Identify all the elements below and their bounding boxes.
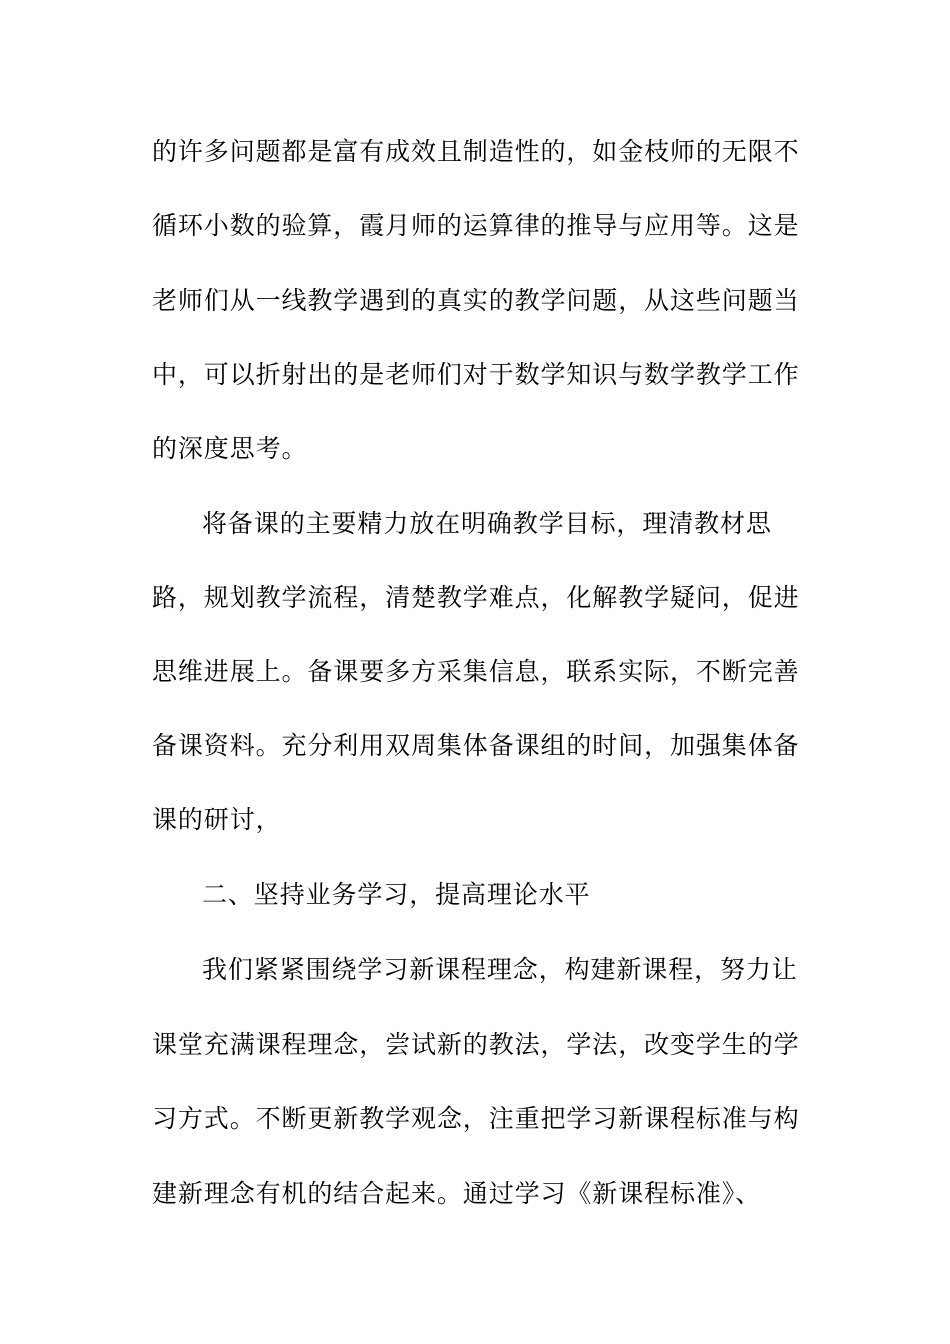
text-line: 中，可以折射出的是老师们对于数学知识与数学教学工作: [152, 360, 800, 389]
text-line: 的深度思考。: [152, 434, 308, 463]
text-line: 循环小数的验算，霞月师的运算律的推导与应用等。这是: [152, 211, 800, 240]
text-line: 路，规划教学流程，清楚教学难点，化解教学疑问，促进: [152, 583, 800, 612]
text-line: 课的研讨，: [152, 805, 282, 834]
paragraph-start-line: 我们紧紧围绕学习新课程理念，构建新课程，努力让: [202, 955, 798, 984]
text-line: 的许多问题都是富有成效且制造性的，如金枝师的无限不: [152, 137, 800, 166]
text-line: 备课资料。充分利用双周集体备课组的时间，加强集体备: [152, 731, 800, 760]
text-line: 建新理念有机的结合起来。通过学习《新课程标准》、: [152, 1179, 762, 1208]
text-line: 思维进展上。备课要多方采集信息，联系实际，不断完善: [152, 657, 800, 686]
paragraph-start-line: 将备课的主要精力放在明确教学目标，理清教材思: [202, 509, 772, 538]
text-line: 老师们从一线教学遇到的真实的教学问题，从这些问题当: [152, 286, 800, 315]
text-line: 习方式。不断更新教学观念，注重把学习新课程标准与构: [152, 1104, 800, 1133]
section-heading: 二、坚持业务学习，提高理论水平: [202, 880, 591, 909]
text-line: 课堂充满课程理念，尝试新的教法，学法，改变学生的学: [152, 1030, 800, 1059]
